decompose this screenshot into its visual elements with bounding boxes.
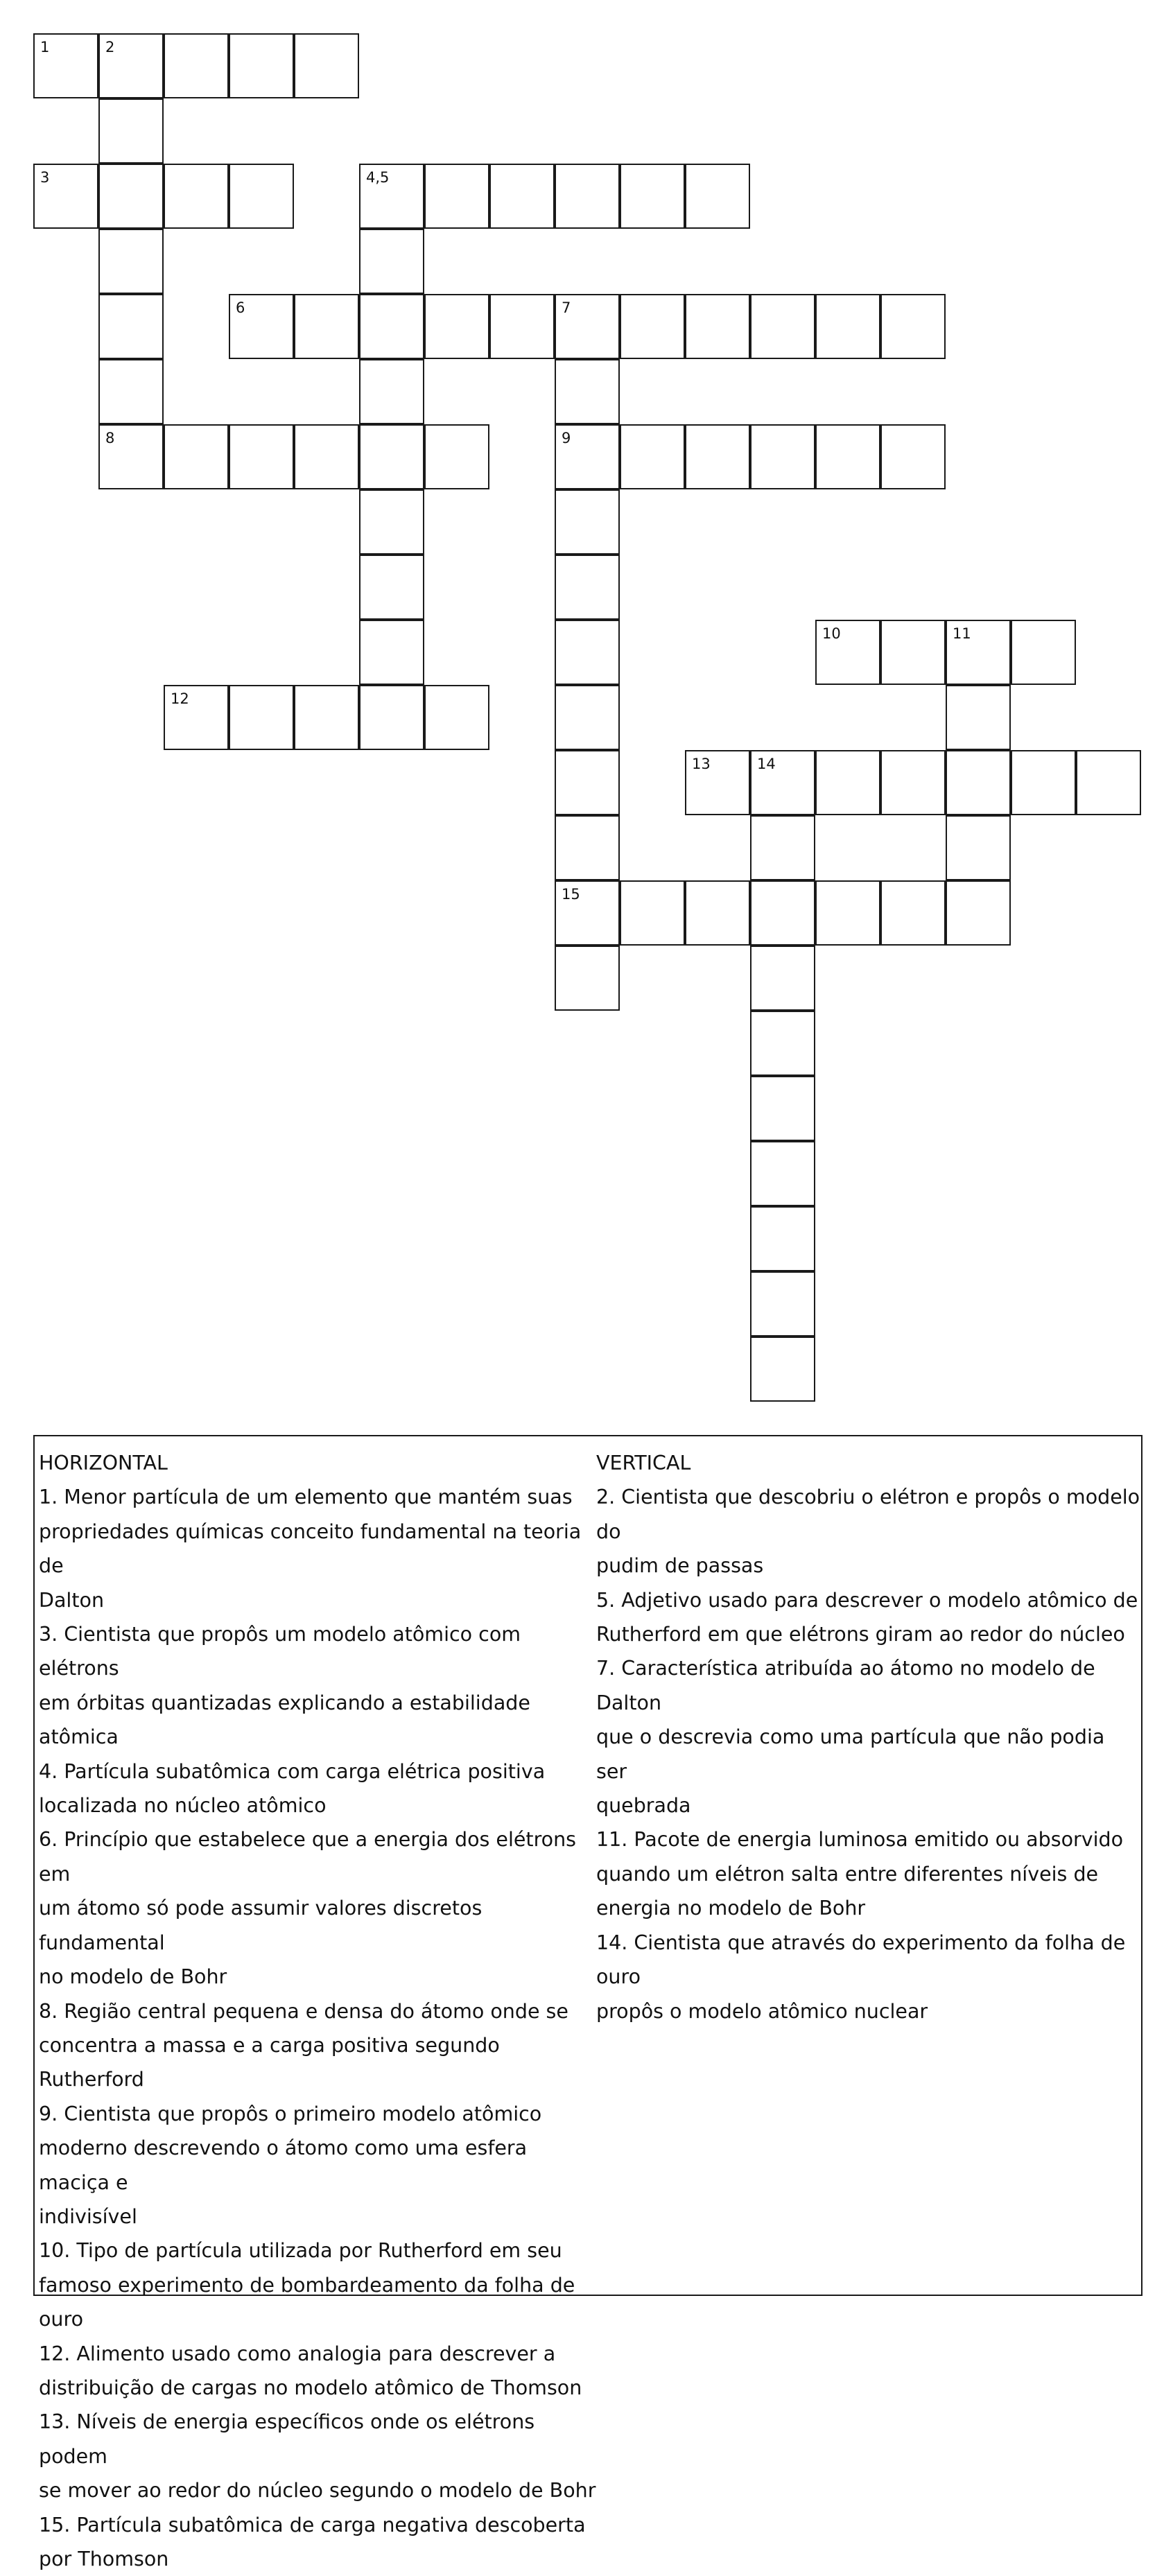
grid-cell[interactable]	[620, 164, 685, 229]
grid-cell[interactable]	[880, 294, 946, 359]
clue-line: 5. Adjetivo usado para descrever o modelo atômico de	[596, 1588, 1138, 1612]
grid-cell[interactable]	[424, 294, 489, 359]
grid-cell[interactable]	[620, 294, 685, 359]
clue-number: 11	[953, 625, 971, 642]
grid-cell[interactable]	[880, 424, 946, 489]
clue-line: 13. Níveis de energia específicos onde os elétrons podem	[39, 2410, 535, 2468]
clue-line: 7. Característica atribuída ao átomo no modelo de Dalton	[596, 1657, 1095, 1714]
clue-line: 9. Cientista que propôs o primeiro modelo atômico	[39, 2102, 542, 2125]
clue-line: 2. Cientista que descobriu o elétron e propôs o modelo do	[596, 1486, 1140, 1543]
grid-cell[interactable]	[229, 685, 294, 750]
clue-number: 4,5	[366, 169, 390, 186]
horizontal-clue	[39, 2097, 600, 2234]
vertical-clue	[596, 1651, 1140, 1822]
grid-cell[interactable]	[424, 685, 489, 750]
grid-cell[interactable]	[750, 1206, 815, 1271]
grid-cell[interactable]	[555, 880, 620, 946]
clue-line: 1. Menor partícula de um elemento que mantém suas	[39, 1486, 573, 1509]
grid-cell[interactable]	[229, 164, 294, 229]
grid-cell[interactable]	[294, 424, 359, 489]
grid-cell[interactable]	[750, 1271, 815, 1337]
grid-cell[interactable]	[555, 359, 620, 424]
grid-cell[interactable]	[946, 620, 1011, 685]
grid-cell[interactable]	[815, 424, 880, 489]
grid-cell[interactable]	[555, 555, 620, 620]
clue-line: famoso experimento de bombardeamento da folha de ouro	[39, 2273, 575, 2331]
horizontal-clue	[39, 1755, 600, 1823]
vertical-heading: VERTICAL	[596, 1452, 691, 1474]
clue-line: indivisível	[39, 2204, 137, 2228]
grid-cell[interactable]	[946, 685, 1011, 750]
grid-cell[interactable]	[946, 815, 1011, 880]
clue-line: energia no modelo de Bohr	[596, 1897, 866, 1920]
grid-cell[interactable]	[294, 685, 359, 750]
clue-line: 11. Pacote de energia luminosa emitido ou absorvido	[596, 1828, 1124, 1852]
grid-cell[interactable]	[815, 294, 880, 359]
grid-cell[interactable]	[555, 815, 620, 880]
clue-line: se mover ao redor do núcleo segundo o modelo de Bohr	[39, 2479, 596, 2503]
grid-cell[interactable]	[98, 33, 164, 98]
grid-cell[interactable]	[620, 880, 685, 946]
horizontal-heading: HORIZONTAL	[39, 1452, 168, 1474]
grid-cell[interactable]	[33, 33, 98, 98]
clue-line: no modelo de Bohr	[39, 1965, 227, 1989]
clue-line: Dalton	[39, 1588, 105, 1612]
grid-cell[interactable]	[98, 294, 164, 359]
grid-cell[interactable]	[555, 489, 620, 555]
horizontal-clue	[39, 1994, 600, 2097]
grid-cell[interactable]	[1076, 750, 1141, 815]
grid-cell[interactable]	[946, 880, 1011, 946]
grid-cell[interactable]	[294, 294, 359, 359]
clue-line: 14. Cientista que através do experimento da folha de ouro	[596, 1931, 1126, 1989]
horizontal-clue	[39, 1480, 600, 1617]
grid-cell[interactable]	[359, 555, 424, 620]
clue-line: Rutherford em que elétrons giram ao redor do núcleo	[596, 1623, 1125, 1646]
clue-line: 4. Partícula subatômica com carga elétrica positiva	[39, 1759, 546, 1783]
grid-cell[interactable]	[359, 620, 424, 685]
clues-panel	[33, 1435, 1142, 2570]
clue-line: em órbitas quantizadas explicando a estabilidade atômica	[39, 1691, 530, 1749]
grid-cell[interactable]	[98, 359, 164, 424]
grid-cell[interactable]	[164, 164, 229, 229]
clue-number: 12	[171, 690, 189, 707]
grid-cell[interactable]	[98, 229, 164, 294]
grid-cell[interactable]	[164, 424, 229, 489]
grid-cell[interactable]	[1011, 750, 1076, 815]
horizontal-clue-list	[39, 1480, 600, 2576]
grid-cell[interactable]	[750, 880, 815, 946]
grid-cell[interactable]	[1011, 620, 1076, 685]
grid-cell[interactable]	[555, 424, 620, 489]
horizontal-clues	[39, 1446, 600, 2576]
grid-cell[interactable]	[424, 424, 489, 489]
vertical-clue	[596, 1583, 1140, 1652]
grid-cell[interactable]	[33, 164, 98, 229]
grid-cell[interactable]	[359, 685, 424, 750]
clue-number: 13	[692, 756, 711, 772]
clue-line: 12. Alimento usado como analogia para descrever a	[39, 2342, 556, 2365]
vertical-clue	[596, 1926, 1140, 2028]
clue-line: quando um elétron salta entre diferentes níveis de	[596, 1862, 1099, 1886]
clue-number: 9	[562, 430, 571, 446]
clue-line: 6. Princípio que estabelece que a energia dos elétrons em	[39, 1828, 577, 1886]
grid-cell[interactable]	[750, 1011, 815, 1076]
clue-number: 15	[562, 886, 580, 903]
clue-line: pudim de passas	[596, 1554, 764, 1578]
clue-line: localizada no núcleo atômico	[39, 1794, 327, 1818]
vertical-clue	[596, 1822, 1140, 1925]
grid-cell[interactable]	[750, 1141, 815, 1206]
grid-cell[interactable]	[359, 359, 424, 424]
grid-cell[interactable]	[685, 164, 750, 229]
grid-cell[interactable]	[946, 750, 1011, 815]
clue-line: 10. Tipo de partícula utilizada por Rutherford em seu	[39, 2239, 562, 2263]
grid-cell[interactable]	[98, 98, 164, 164]
clue-number: 7	[562, 299, 571, 316]
clue-number: 6	[236, 299, 245, 316]
grid-cell[interactable]	[555, 946, 620, 1011]
clue-line: propôs o modelo atômico nuclear	[596, 1999, 928, 2023]
clue-line: 3. Cientista que propôs um modelo atômico com elétrons	[39, 1623, 521, 1680]
clue-line: propriedades químicas conceito fundamental na teoria de	[39, 1520, 582, 1578]
grid-cell[interactable]	[750, 946, 815, 1011]
grid-cell[interactable]	[750, 294, 815, 359]
vertical-clue-list	[596, 1480, 1140, 2028]
grid-cell[interactable]	[359, 424, 424, 489]
grid-cell[interactable]	[815, 880, 880, 946]
clue-number: 2	[105, 39, 115, 55]
horizontal-clue	[39, 2234, 600, 2336]
clue-number: 1	[40, 39, 50, 55]
grid-cell[interactable]	[685, 294, 750, 359]
grid-cell[interactable]	[98, 164, 164, 229]
horizontal-clue	[39, 2337, 600, 2405]
grid-cell[interactable]	[555, 685, 620, 750]
horizontal-clue	[39, 2405, 600, 2507]
grid-cell[interactable]	[555, 750, 620, 815]
clue-line: moderno descrevendo o átomo como uma esfera maciça e	[39, 2136, 528, 2194]
grid-cell[interactable]	[359, 229, 424, 294]
clue-number: 10	[822, 625, 841, 642]
grid-cell[interactable]	[229, 424, 294, 489]
grid-cell[interactable]	[359, 489, 424, 555]
grid-cell[interactable]	[685, 880, 750, 946]
grid-cell[interactable]	[555, 294, 620, 359]
grid-cell[interactable]	[229, 33, 294, 98]
grid-cell[interactable]	[815, 750, 880, 815]
grid-cell[interactable]	[880, 620, 946, 685]
grid-cell[interactable]	[880, 750, 946, 815]
grid-cell[interactable]	[750, 1076, 815, 1141]
grid-cell[interactable]	[359, 164, 424, 229]
grid-cell[interactable]	[164, 685, 229, 750]
clue-line: quebrada	[596, 1794, 691, 1818]
vertical-clue	[596, 1480, 1140, 1583]
clue-line: que o descrevia como uma partícula que não podia ser	[596, 1725, 1105, 1783]
grid-cell[interactable]	[489, 164, 555, 229]
grid-cell[interactable]	[424, 164, 489, 229]
grid-cell[interactable]	[750, 815, 815, 880]
grid-cell[interactable]	[164, 33, 229, 98]
clue-number: 8	[105, 430, 115, 446]
horizontal-clue	[39, 1617, 600, 1755]
grid-cell[interactable]	[750, 424, 815, 489]
grid-cell[interactable]	[685, 424, 750, 489]
clue-line: distribuição de cargas no modelo atômico de Thomson	[39, 2376, 582, 2399]
grid-cell[interactable]	[229, 294, 294, 359]
horizontal-clue	[39, 2508, 600, 2576]
grid-cell[interactable]	[685, 750, 750, 815]
grid-cell[interactable]	[750, 1337, 815, 1402]
horizontal-clue	[39, 1822, 600, 1994]
grid-cell[interactable]	[489, 294, 555, 359]
grid-cell[interactable]	[555, 164, 620, 229]
grid-cell[interactable]	[555, 620, 620, 685]
grid-cell[interactable]	[620, 424, 685, 489]
clue-line: 15. Partícula subatômica de carga negativa descoberta	[39, 2513, 586, 2536]
vertical-clues	[596, 1446, 1140, 2028]
clue-line: 8. Região central pequena e densa do átomo onde se	[39, 1999, 568, 2023]
clue-line: por Thomson	[39, 2548, 169, 2570]
grid-cell[interactable]	[880, 880, 946, 946]
grid-cell[interactable]	[98, 424, 164, 489]
clue-number: 14	[757, 756, 776, 772]
clue-line: um átomo só pode assumir valores discretos fundamental	[39, 1897, 483, 1954]
grid-cell[interactable]	[815, 620, 880, 685]
grid-cell[interactable]	[750, 750, 815, 815]
clue-line: concentra a massa e a carga positiva segundo Rutherford	[39, 2033, 500, 2091]
grid-cell[interactable]	[294, 33, 359, 98]
grid-cell[interactable]	[359, 294, 424, 359]
clue-number: 3	[40, 169, 50, 186]
